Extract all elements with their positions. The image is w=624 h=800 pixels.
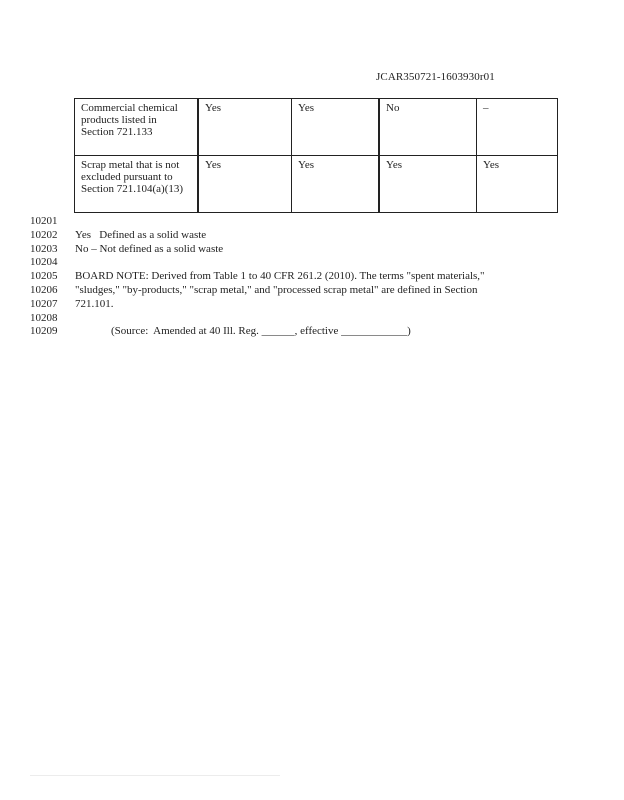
legend-yes: Yes Defined as a solid waste bbox=[75, 228, 207, 241]
text-line bbox=[30, 325, 485, 339]
text-line bbox=[30, 256, 485, 270]
line-number: 10205 bbox=[30, 270, 58, 283]
numbered-lines bbox=[30, 215, 485, 339]
table-cell-material: Scrap metal that is not excluded pursuant to Section 721.104(a)(13) bbox=[75, 156, 199, 213]
line-number: 10203 bbox=[30, 242, 58, 255]
table-cell: Yes bbox=[292, 156, 380, 213]
table-cell: Yes bbox=[379, 156, 477, 213]
table-cell: No bbox=[379, 99, 477, 156]
table-cell: Yes bbox=[198, 99, 292, 156]
document-id: JCAR350721-1603930r01 bbox=[376, 71, 495, 83]
text-line bbox=[30, 298, 485, 312]
table-cell: – bbox=[477, 99, 558, 156]
text-line bbox=[30, 270, 485, 284]
table-cell: Yes bbox=[477, 156, 558, 213]
text-line bbox=[30, 229, 485, 243]
text-line bbox=[30, 284, 485, 298]
table-cell: Yes bbox=[198, 156, 292, 213]
text-line bbox=[30, 215, 485, 229]
text-line bbox=[30, 312, 485, 326]
line-number: 10208 bbox=[30, 311, 58, 324]
solid-waste-table bbox=[74, 98, 558, 213]
table-cell-material: Commercial chemical products listed in Section 721.133 bbox=[75, 99, 199, 156]
source-note: (Source: Amended at 40 Ill. Reg. ______, effective ____________) bbox=[111, 325, 411, 338]
line-number: 10201 bbox=[30, 215, 58, 227]
line-number: 10206 bbox=[30, 283, 58, 296]
line-number: 10204 bbox=[30, 256, 58, 269]
footer-rule bbox=[30, 775, 280, 776]
table-row bbox=[75, 156, 558, 213]
table-row bbox=[75, 99, 558, 156]
legend-no: No – Not defined as a solid waste bbox=[75, 242, 224, 255]
text-line bbox=[30, 243, 485, 257]
line-number: 10209 bbox=[30, 325, 58, 338]
board-note: "sludges," "by-products," "scrap metal," and "processed scrap metal" are defined in Section bbox=[75, 283, 478, 296]
table-cell: Yes bbox=[292, 99, 380, 156]
line-number: 10207 bbox=[30, 297, 58, 310]
line-number: 10202 bbox=[30, 228, 58, 241]
board-note: 721.101. bbox=[75, 297, 114, 310]
board-note: BOARD NOTE: Derived from Table 1 to 40 CFR 261.2 (2010). The terms "spent materials," bbox=[75, 270, 485, 283]
